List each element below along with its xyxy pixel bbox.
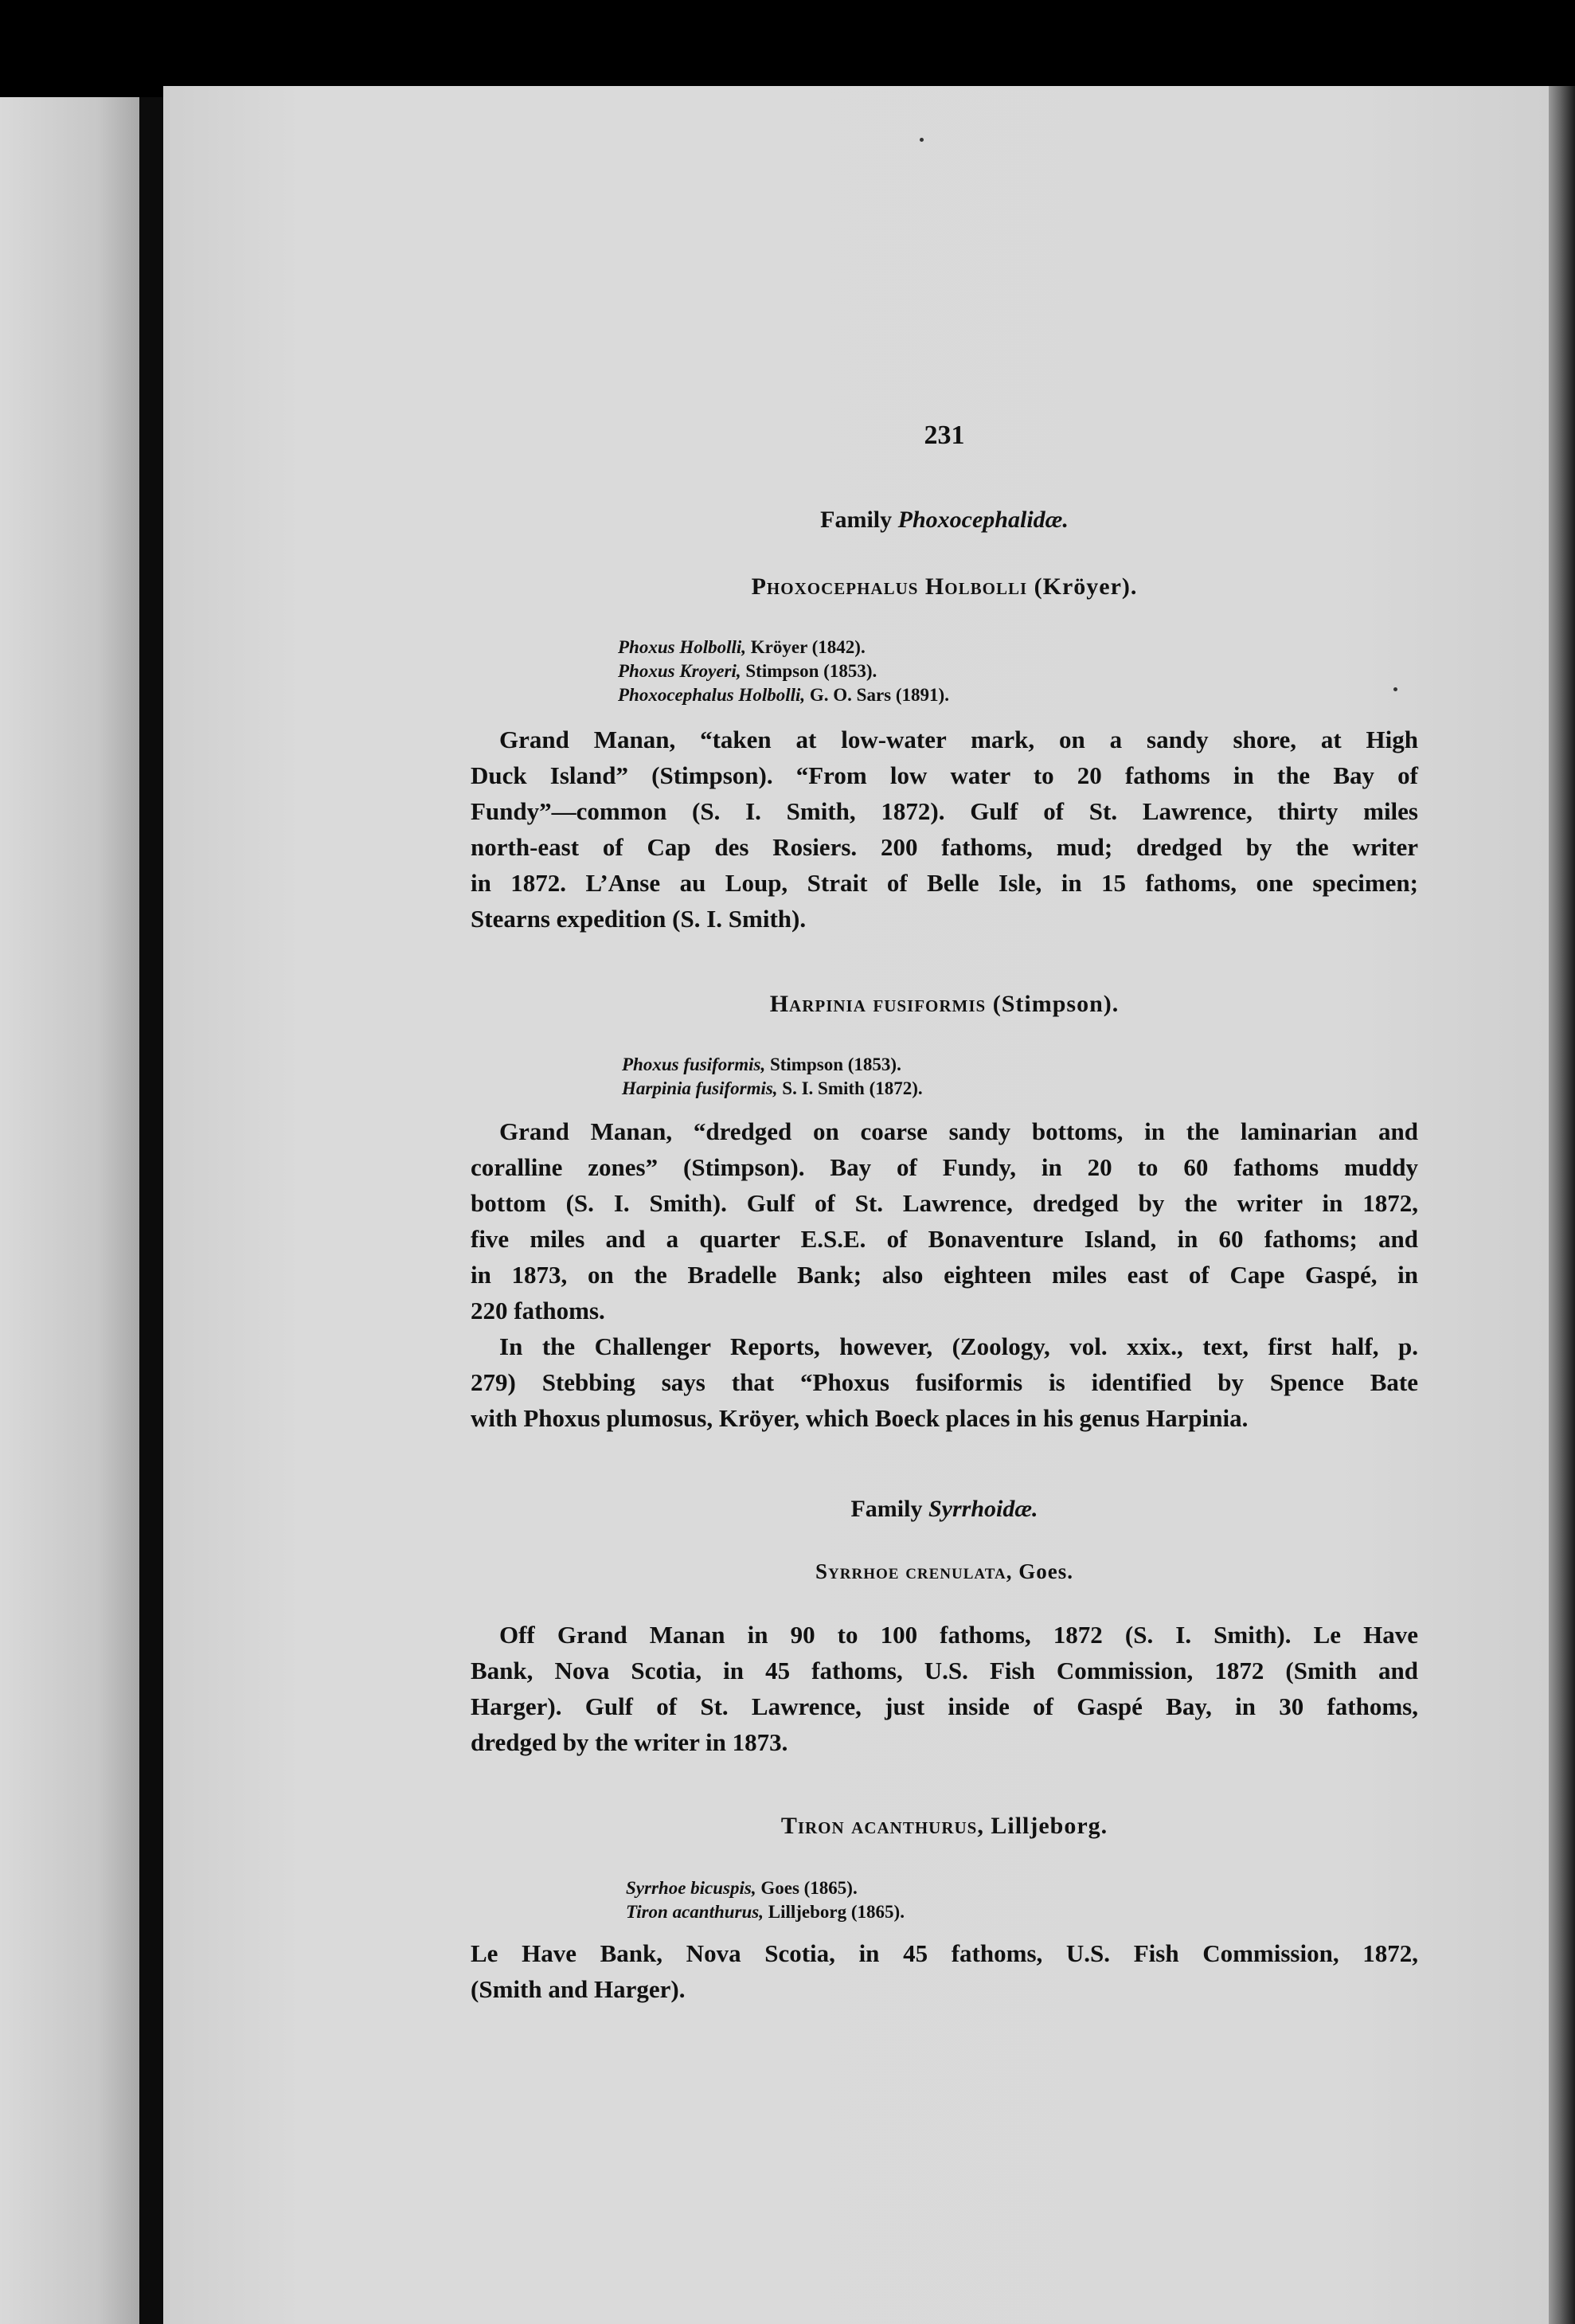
species-author: (Kröyer). <box>1027 573 1138 600</box>
family-heading <box>471 1496 1418 1523</box>
page <box>163 86 1549 2324</box>
synonym: Phoxus fusiformis, Stimpson (1853). <box>622 1054 901 1074</box>
book-gutter <box>139 97 163 2324</box>
synonym: Tiron acanthurus, Lilljeborg (1865). <box>626 1902 905 1922</box>
species-name: Phoxocephalus Holbolli <box>751 573 1028 600</box>
right-page-edge <box>1549 86 1575 2324</box>
synonym: Phoxus Kroyeri, Stimpson (1853). <box>618 661 877 681</box>
body-paragraph: In the Challenger Reports, however, (Zoology, vol. xxix., text, first half, p. 279) Stebbing says that “Phoxus fusiformis is identified by Spence Bate with Phoxus plumosus, Kröyer, which Boeck places in his genus Harpinia. <box>471 1332 1418 1432</box>
species-heading <box>471 1813 1418 1840</box>
species-heading <box>471 573 1418 601</box>
synonym: Syrrhoe bicuspis, Goes (1865). <box>626 1878 858 1898</box>
synonym: Harpinia fusiformis, S. I. Smith (1872). <box>622 1078 923 1098</box>
body-paragraph: Le Have Bank, Nova Scotia, in 45 fathoms, U.S. Fish Commission, 1872, (Smith and Harger). <box>471 1939 1418 2003</box>
species-name: Harpinia fusiformis <box>769 991 987 1017</box>
species-name: Syrrhoe crenulata <box>815 1559 1006 1583</box>
species-author: , Goes. <box>1006 1559 1073 1583</box>
synonym-list <box>622 1053 923 1101</box>
synonym-list <box>618 636 949 707</box>
body-paragraph: Grand Manan, “dredged on coarse sandy bottoms, in the laminarian and coralline zones” (Stimpson). Bay of Fundy, in 20 to 60 fathoms muddy bottom (S. I. Smith). Gulf of St. Lawrence, dredged by the writer in 1872, five miles and a quarter E.S.E. of Bonaventure Island, in 60 fathoms; and in 1873, on the Bradelle Bank; also eighteen miles east of Cape Gaspé, in 220 fathoms. <box>471 1117 1418 1324</box>
species-name: Tiron acanthurus <box>780 1813 978 1839</box>
species-heading <box>471 1559 1418 1584</box>
species-author: , Lilljeborg. <box>977 1813 1108 1839</box>
family-heading <box>471 507 1418 534</box>
speck <box>920 138 924 142</box>
synonym: Phoxocephalus Holbolli, G. O. Sars (1891). <box>618 685 949 705</box>
family-prefix: Family <box>820 507 898 533</box>
synonym: Phoxus Holbolli, Kröyer (1842). <box>618 637 866 657</box>
family-name: Syrrhoidæ. <box>928 1496 1038 1522</box>
body-paragraph: Grand Manan, “taken at low-water mark, on a sandy shore, at High Duck Island” (Stimpson). “From low water to 20 fathoms in the Bay of Fundy”—common (S. I. Smith, 1872). Gulf of St. Lawrence, thirty miles north-east of Cap des Rosiers. 200 fathoms, mud; dredged by the writer in 1872. L’Anse au Loup, Strait of Belle Isle, in 15 fathoms, one specimen; Stearns expedition (S. I. Smith). <box>471 726 1418 933</box>
synonym-list <box>626 1876 905 1924</box>
body-paragraph: Off Grand Manan in 90 to 100 fathoms, 1872 (S. I. Smith). Le Have Bank, Nova Scotia, in 45 fathoms, U.S. Fish Commission, 1872 (Smith and Harger). Gulf of St. Lawrence, just inside of Gaspé Bay, in 30 fathoms, dredged by the writer in 1873. <box>471 1621 1418 1756</box>
left-page-edge <box>0 97 139 2324</box>
speck <box>1393 687 1397 691</box>
species-heading <box>471 991 1418 1018</box>
page-number: 231 <box>924 421 965 450</box>
species-author: (Stimpson). <box>986 991 1120 1017</box>
family-prefix: Family <box>850 1496 928 1522</box>
family-name: Phoxocephalidæ. <box>897 507 1069 533</box>
